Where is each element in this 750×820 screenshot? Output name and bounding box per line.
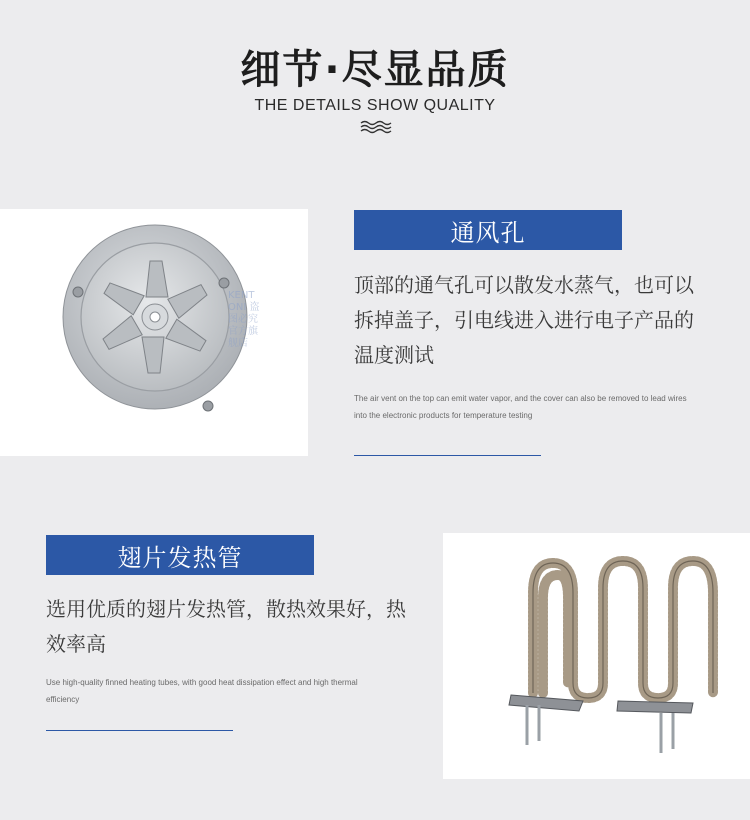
wave-lines-icon — [360, 120, 392, 134]
vent-description-cn: 顶部的通气孔可以散发水蒸气，也可以拆掉盖子，引电线进入进行电子产品的温度测试 — [354, 273, 694, 367]
vent-label: 通风孔 — [354, 210, 622, 250]
heater-description-cn: 选用优质的翅片发热管，散热效果好，热效率高 — [46, 597, 406, 656]
heating-tube-illustration — [443, 533, 750, 779]
heater-description-en: Use high-quality finned heating tubes, with good heat dissipation effect and high thermal efficiency — [46, 678, 358, 704]
heater-divider — [46, 730, 233, 731]
vent-description-en: The air vent on the top can emit water vapor, and the cover can also be removed to lead wires into the electronic products for temperature testing — [354, 394, 687, 420]
page-title: 细节·尽显品质 — [240, 47, 510, 93]
heater-label: 翅片发热管 — [46, 535, 314, 575]
vent-divider — [354, 455, 541, 456]
page-subtitle: THE DETAILS SHOW QUALITY — [254, 97, 496, 114]
finned-heating-tube-image — [443, 533, 750, 779]
watermark: KENTONI 盗图必究 官方旗舰店 — [228, 290, 260, 349]
